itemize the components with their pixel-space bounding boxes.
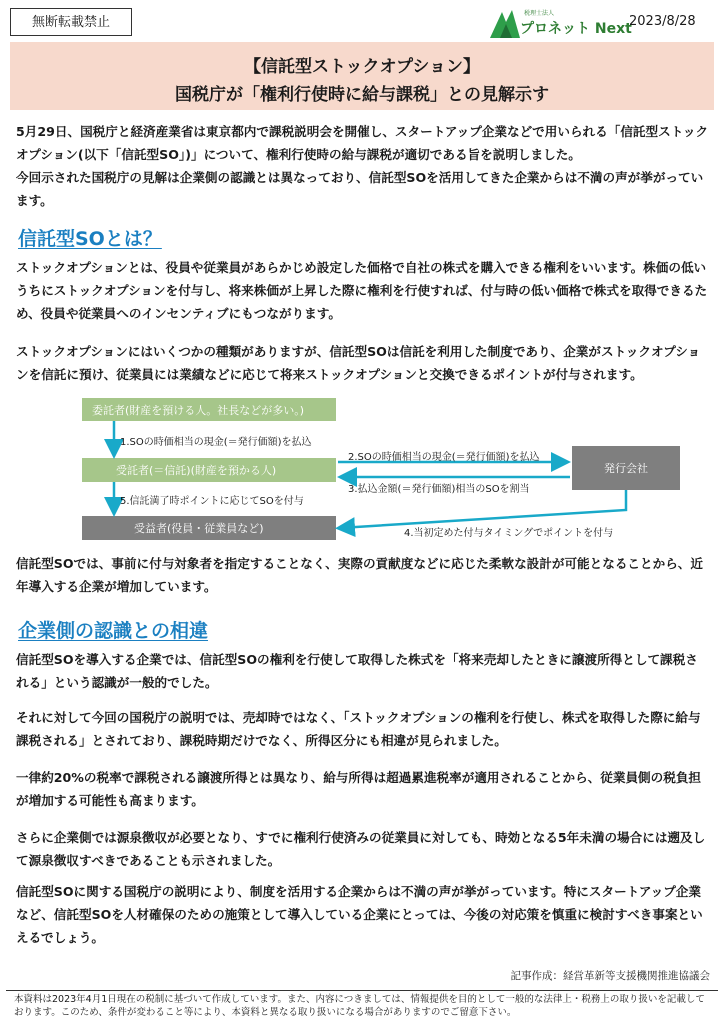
intro-paragraph-2: 今回示された国税庁の見解は企業側の認識とは異なっており、信託型SOを活用してきた企業からは不満の声が挙がっています。 (16, 170, 704, 208)
company-logo (488, 6, 632, 40)
publish-date: 2023/8/28 (629, 14, 696, 29)
section2-paragraph-1: 信託型SOを導入する企業では、信託型SOの権利を行使して取得した株式を「将来売却したときに譲渡所得として課税される」という認識が一般的でした。 (16, 652, 698, 690)
section1-paragraph-1: ストックオプションとは、役員や従業員があらかじめ設定した価格で自社の株式を購入できる権利をいいます。株価の低いうちにストックオプションを付与し、将来株価が上昇した際に権利を行使すれば、付与時の低い価格で株式を取得できるため、役員や従業員へのインセンティブにもつながります。 (16, 260, 708, 321)
no-reproduction-stamp: 無断転載禁止 (10, 8, 132, 36)
logo-icon (488, 6, 522, 40)
trustee-box: 受託者(＝信託)(財産を預かる人) (82, 458, 336, 482)
section-heading-difference: 企業側の認識との相違 (18, 620, 209, 642)
section2-paragraph-3: 一律約20%の税率で課税される譲渡所得とは異なり、給与所得は超過累進税率が適用されることから、従業員側の税負担が増加する可能性も高まります。 (16, 770, 702, 808)
disclaimer: 本資料は2023年4月1日現在の税制に基づいて作成しています。また、内容につきましては、情報提供を目的として一般的な法律上・税務上の取り扱いを記載しております。このため、条件が変わること等により、本資料と異なる取り扱いになる場合がありますのでご留意下さい。 (14, 994, 705, 1018)
title-line-2: 国税庁が「権利行使時に給与課税」との見解示す (175, 85, 549, 105)
beneficiary-box: 受益者(役員・従業員など) (82, 516, 336, 540)
section2-paragraph-2: それに対して今回の国税庁の説明では、売却時ではなく、「ストックオプションの権利を行使し、株式を取得した際に給与課税される」とされており、課税時期だけでなく、所得区分にも相違が見られました。 (16, 710, 701, 748)
section1-paragraph-3: 信託型SOでは、事前に付与対象者を指定することなく、実際の貢献度などに応じた柔軟な設計が可能となることから、近年導入する企業が増加しています。 (16, 556, 703, 594)
intro-paragraph-1: 5月29日、国税庁と経済産業省は東京都内で課税説明会を開催し、スタートアップ企業などで用いられる「信託型ストックオプション(以下「信託型SO」)」について、権利行使時の給与課税が適切である旨を説明しました。 (16, 124, 709, 162)
footer-divider (6, 990, 718, 991)
title-band (10, 42, 714, 110)
label-step1: 1.SOの時価相当の現金(＝発行価額)を払込 (120, 437, 312, 448)
label-step4: 4.当初定めた付与タイミングでポイントを付与 (404, 528, 614, 539)
section1-paragraph-2: ストックオプションにはいくつかの種類がありますが、信託型SOは信託を利用した制度であり、企業がストックオプションを信託に預け、従業員には業績などに応じて将来ストックオプションと交換できるポイントが付与されます。 (16, 344, 701, 382)
article-credit: 記事作成：経営革新等支援機関推進協議会 (510, 970, 710, 982)
arrow-step4 (340, 490, 626, 528)
logo-name: プロネット Next (520, 21, 632, 37)
section-heading-what-is-trust-so: 信託型SOとは？ (18, 228, 162, 250)
title-line-1: 【信託型ストックオプション】 (244, 57, 480, 77)
logo-subtitle: 税理士法人 (524, 10, 555, 17)
label-step2: 2.SOの時価相当の現金(＝発行価額)を払込 (348, 452, 540, 463)
section2-paragraph-4: さらに企業側では源泉徴収が必要となり、すでに権利行使済みの従業員に対しても、時効となる5年未満の場合には遡及して源泉徴収すべきであることも示されました。 (16, 830, 706, 868)
section2-paragraph-5: 信託型SOに関する国税庁の説明により、制度を活用する企業からは不満の声が挙がっています。特にスタートアップ企業など、信託型SOを人材確保のための施策として導入している企業にとっては、今後の対応策を慎重に検討すべき事案といえるでしょう。 (16, 884, 703, 945)
label-step3: 3.払込金額(＝発行価額)相当のSOを割当 (348, 484, 530, 495)
settlor-box: 委託者(財産を預ける人。社長などが多い。) (82, 398, 336, 421)
issuer-box: 発行会社 (572, 446, 680, 490)
label-step5: 5.信託満了時ポイントに応じてSOを付与 (120, 496, 304, 507)
